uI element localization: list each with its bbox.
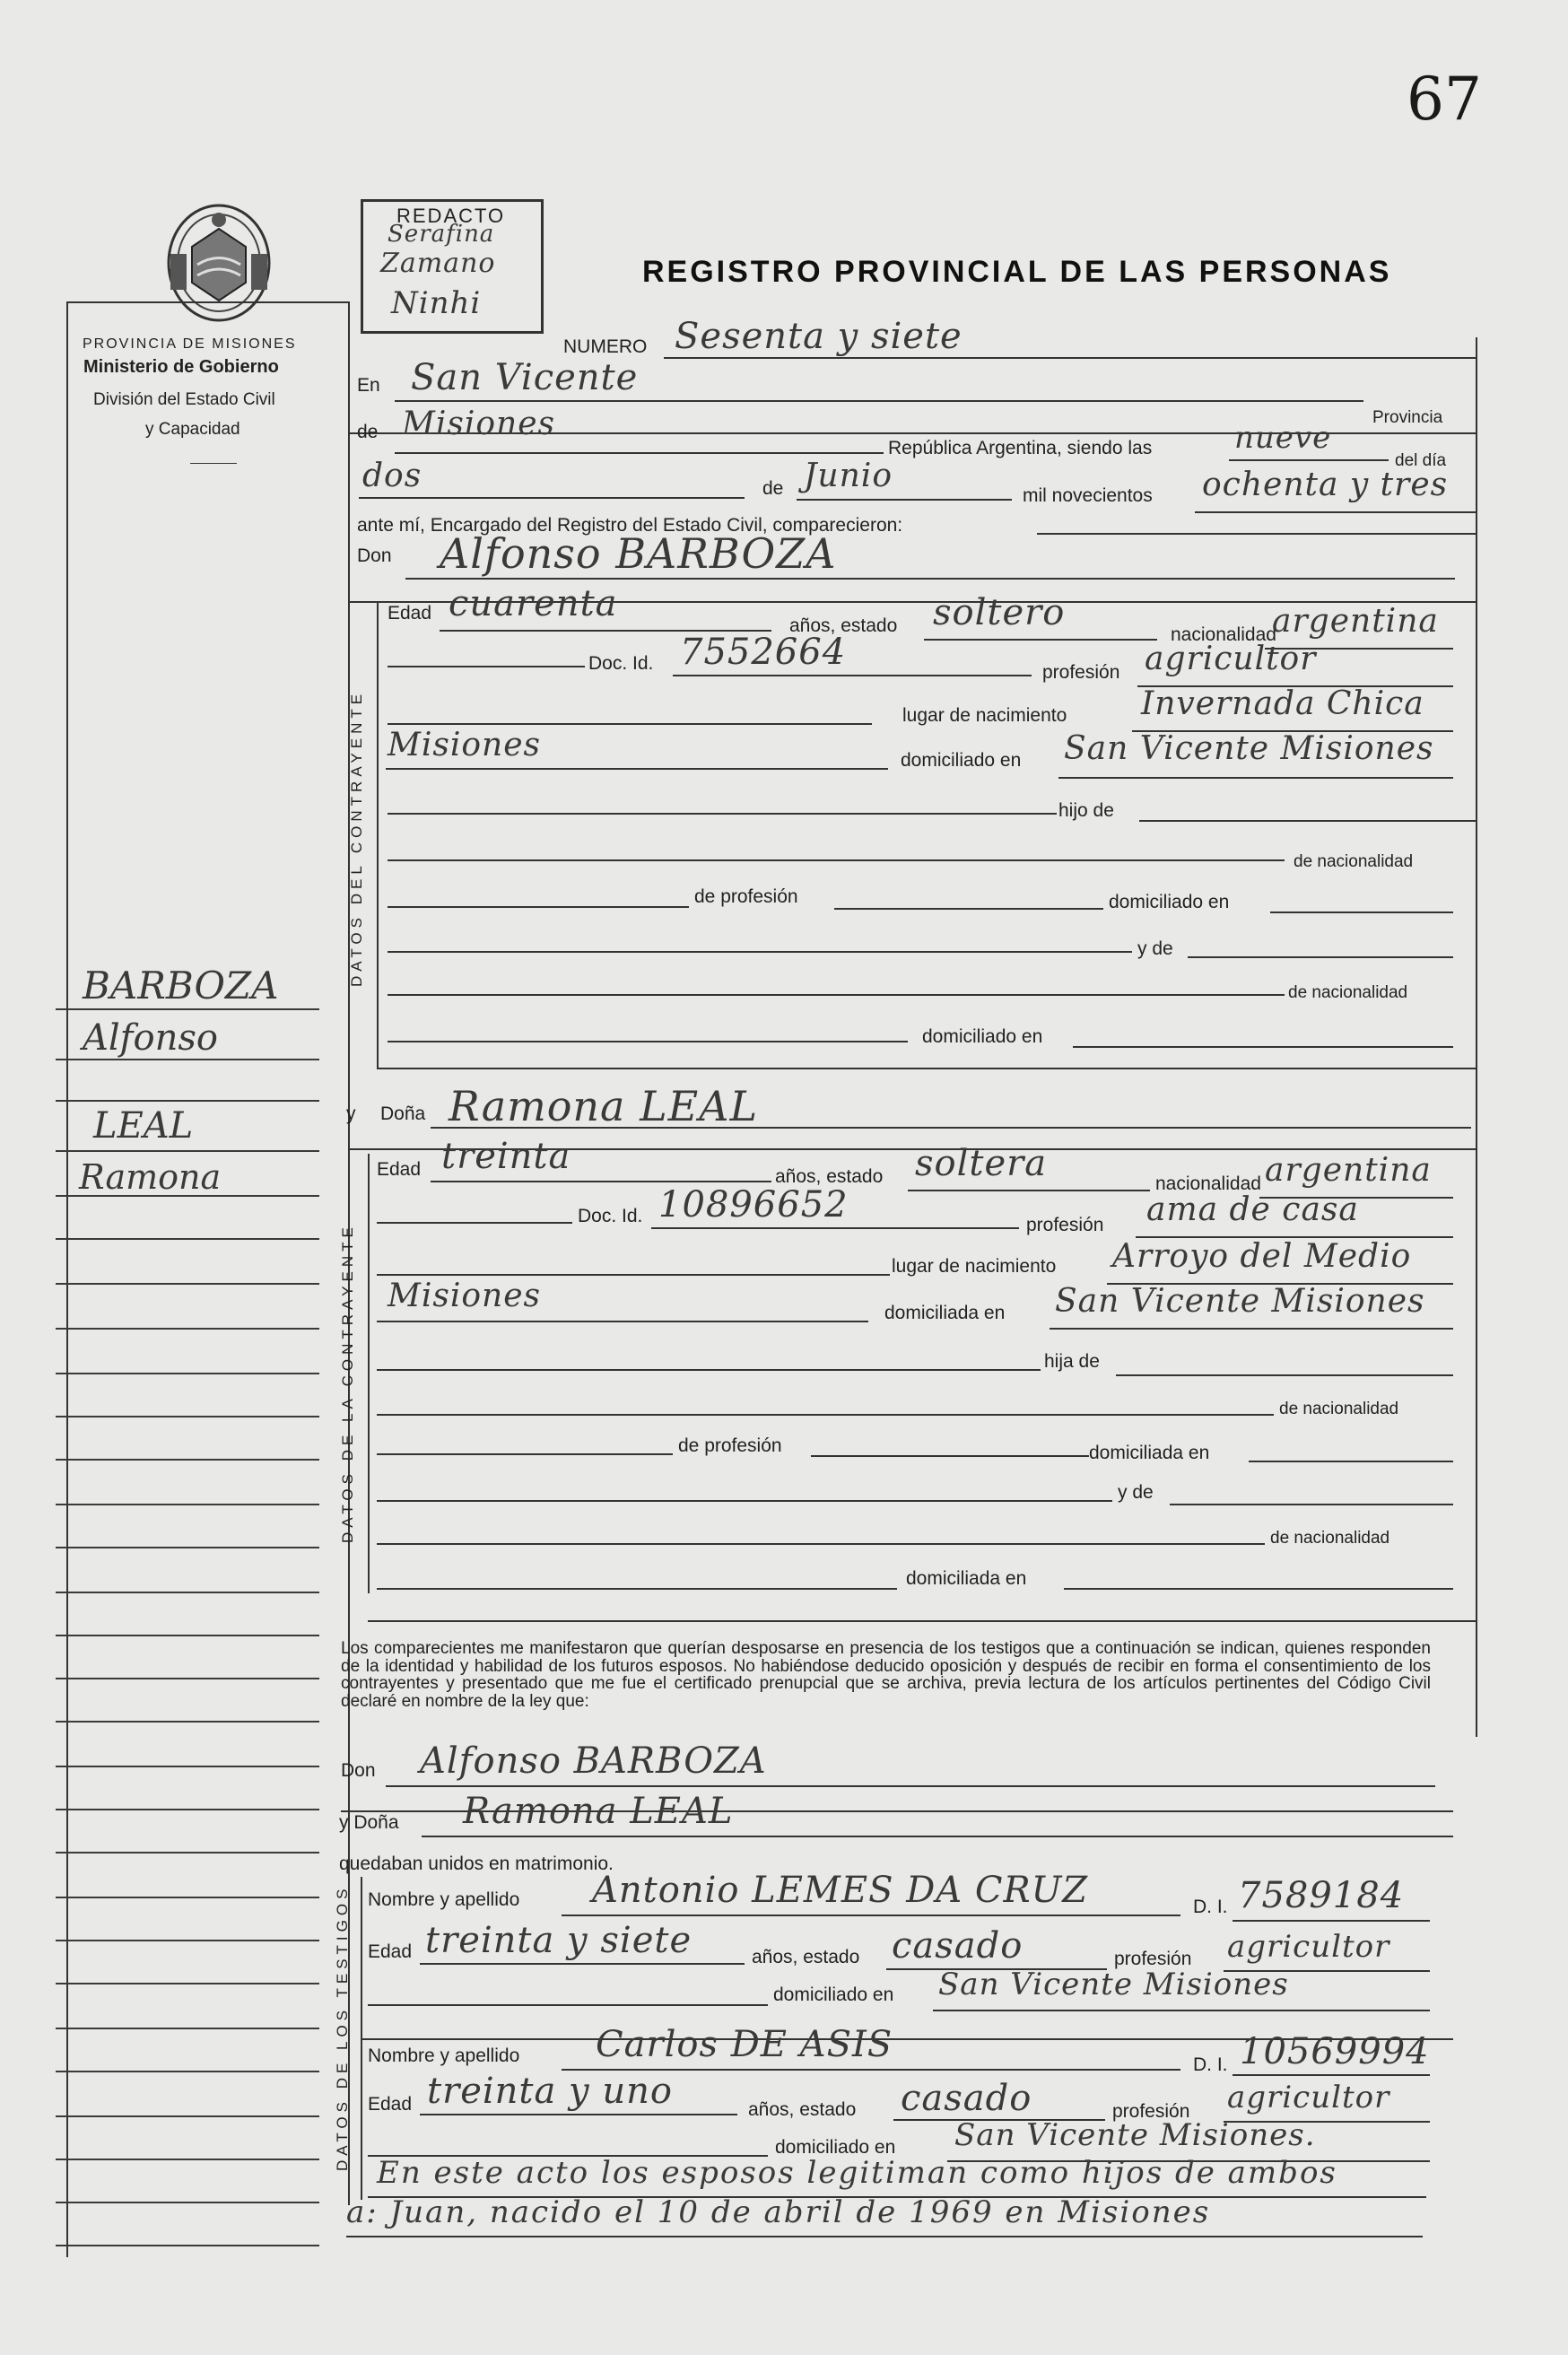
groom-estado-line — [924, 639, 1157, 641]
groom-name: Alfonso BARBOZA — [440, 529, 837, 578]
w1-dom-value: San Vicente Misiones — [938, 1967, 1289, 2002]
bride-lugar-value: Arroyo del Medio — [1112, 1238, 1412, 1275]
groom-father-dom-line — [1270, 911, 1453, 913]
w1-nombre-label: Nombre y apellido — [368, 1889, 520, 1910]
ante-label: ante mí, Encargado del Registro del Estado Civil, comparecieron: — [357, 515, 903, 536]
groom-de-prof-line — [834, 908, 1103, 910]
org-province: PROVINCIA DE MISIONES — [83, 336, 297, 352]
margin-line — [56, 2245, 319, 2246]
margin-line — [56, 1008, 319, 1010]
bride-doc-line — [651, 1227, 1019, 1229]
stamp-name-1: Serafina — [388, 221, 495, 248]
w2-di-label: D. I. — [1193, 2054, 1228, 2075]
w1-edad-line — [420, 1963, 745, 1965]
numero-value: Sesenta y siete — [675, 316, 963, 357]
numero-label: NUMERO — [563, 336, 648, 357]
groom-nac-label: nacionalidad — [1171, 624, 1276, 645]
w1-di-label: D. I. — [1193, 1897, 1228, 1917]
margin-line — [56, 2159, 319, 2160]
bride-hija-pre-line — [377, 1369, 1041, 1371]
province-value: Misiones — [402, 406, 556, 442]
w2-di-line — [1233, 2074, 1430, 2076]
decl-groom-line — [386, 1785, 1435, 1787]
stamp-initials: Ninhi — [391, 285, 482, 321]
groom-mother-dom-label: domiciliado en — [922, 1026, 1043, 1047]
bride-mother-dom-label: domiciliada en — [906, 1568, 1027, 1589]
margin-groom-surname: BARBOZA — [83, 964, 279, 1007]
w1-edad-value: treinta y siete — [425, 1920, 693, 1961]
year-value: ochenta y tres — [1202, 467, 1449, 503]
w1-dom-line — [933, 2010, 1430, 2011]
margin-line — [56, 1635, 319, 1636]
ante-line — [1037, 533, 1476, 535]
bride-prof2-pre-line — [377, 1453, 673, 1455]
groom-name-line — [405, 578, 1455, 580]
w2-nombre-value: Carlos DE ASIS — [596, 2024, 893, 2065]
groom-lugar2-line — [386, 768, 888, 770]
bride-end-line — [368, 1620, 1476, 1622]
decl-don-label: Don — [341, 1760, 376, 1781]
note-line-2: a: Juan, nacido el 10 de abril de 1969 en Misiones — [346, 2194, 1211, 2230]
bride-lugar-value-2: Misiones — [388, 1278, 542, 1314]
w2-dom-label: domiciliado en — [775, 2137, 896, 2158]
bride-edad-line — [431, 1181, 771, 1182]
margin-line — [56, 2071, 319, 2072]
w1-edad-label: Edad — [368, 1941, 413, 1962]
groom-hijo-line — [1139, 820, 1476, 822]
w1-dom-label: domiciliado en — [773, 1984, 894, 2005]
groom-edad-value: cuarenta — [449, 583, 618, 624]
margin-groom-name: Alfonso — [83, 1017, 218, 1059]
bride-edad-label: Edad — [377, 1159, 422, 1180]
groom-doc-line — [673, 675, 1032, 676]
bride-de-prof-line — [811, 1455, 1089, 1457]
month-line — [797, 499, 1012, 501]
groom-lugar-value: Invernada Chica — [1141, 685, 1424, 722]
witness-side-label: DATOS DE LOS TESTIGOS — [334, 1884, 351, 2171]
margin-line — [56, 1373, 319, 1374]
bride-bracket — [368, 1154, 370, 1593]
margin-line — [56, 1592, 319, 1593]
w1-dom-pre-line — [368, 2004, 768, 2006]
margin-line — [56, 1809, 319, 1810]
bride-father-line — [377, 1414, 1274, 1416]
bride-prof-value: ama de casa — [1146, 1191, 1359, 1228]
note-line-1: En este acto los esposos legitiman como hijos de ambos — [377, 2155, 1337, 2191]
margin-line — [56, 1195, 319, 1197]
bride-doc-label: Doc. Id. — [578, 1206, 643, 1226]
bride-doc-pre-line — [377, 1222, 572, 1224]
groom-dom-label: domiciliado en — [901, 750, 1022, 771]
groom-lugar-label: lugar de nacimiento — [902, 705, 1067, 726]
groom-estado-value: soltero — [933, 592, 1066, 633]
bride-hija-label: hija de — [1044, 1351, 1100, 1372]
w2-di-value: 10569994 — [1240, 2031, 1430, 2072]
place-line — [395, 400, 1363, 402]
bride-mother-line — [377, 1543, 1265, 1545]
w2-dom-value: San Vicente Misiones. — [954, 2117, 1316, 2153]
year-line — [1195, 511, 1476, 513]
bride-yde-line — [1170, 1504, 1453, 1505]
groom-mother-dom-pre-line — [388, 1041, 908, 1042]
margin-line — [56, 1940, 319, 1941]
bride-yde-label: y de — [1118, 1482, 1154, 1503]
groom-father-dom-label: domiciliado en — [1109, 892, 1230, 912]
day-value: dos — [362, 458, 422, 494]
bride-dom-value: San Vicente Misiones — [1055, 1283, 1425, 1320]
quedaban-label: quedaban unidos en matrimonio. — [339, 1853, 614, 1874]
org-ministry: Ministerio de Gobierno — [83, 357, 279, 377]
groom-anos-label: años, estado — [789, 615, 898, 636]
margin-line — [56, 2202, 319, 2203]
del-dia-label: del día — [1395, 451, 1447, 470]
w1-prof-value: agricultor — [1227, 1929, 1390, 1965]
margin-line — [56, 1721, 319, 1723]
margin-line — [56, 1459, 319, 1461]
margin-line — [56, 1150, 319, 1152]
provincial-seal-icon — [152, 193, 285, 327]
groom-side-label: DATOS DEL CONTRAYENTE — [348, 689, 365, 987]
margin-line — [56, 1547, 319, 1548]
bride-lugar-label: lugar de nacimiento — [892, 1256, 1057, 1277]
groom-father-nac-label: de nacionalidad — [1294, 852, 1414, 871]
bride-yde-pre-line — [377, 1500, 1112, 1502]
bride-nac-value: argentina — [1265, 1152, 1432, 1189]
margin-line — [56, 1678, 319, 1679]
page-title: REGISTRO PROVINCIAL DE LAS PERSONAS — [642, 255, 1392, 289]
margin-line — [56, 1238, 319, 1240]
groom-bracket — [377, 603, 379, 1069]
day-line — [359, 497, 745, 499]
bride-estado-value: soltera — [915, 1143, 1048, 1184]
frame-top-line — [66, 301, 350, 303]
bride-father-nac-label: de nacionalidad — [1279, 1400, 1399, 1418]
w2-edad-label: Edad — [368, 2094, 413, 2115]
groom-hijo-label: hijo de — [1058, 800, 1114, 821]
bride-mother-dom-line — [1064, 1588, 1453, 1590]
org-division: División del Estado Civil — [93, 390, 275, 409]
groom-mother-nac-label: de nacionalidad — [1288, 983, 1408, 1002]
bride-mother-dom-pre-line — [377, 1588, 897, 1590]
groom-lugar-value-2: Misiones — [388, 727, 542, 763]
margin-bride-name: Ramona — [79, 1157, 222, 1197]
groom-edad-label: Edad — [388, 603, 432, 624]
folio-number: 67 — [1407, 65, 1482, 134]
provincia-label: Provincia — [1372, 408, 1443, 427]
groom-prof-label: profesión — [1042, 662, 1120, 683]
groom-prof-value: agricultor — [1145, 641, 1317, 677]
w1-nombre-value: Antonio LEMES DA CRUZ — [592, 1870, 1089, 1911]
bride-edad-value: treinta — [441, 1136, 571, 1177]
mil-label: mil novecientos — [1023, 485, 1153, 506]
w2-prof-label: profesión — [1112, 2101, 1190, 2122]
bride-dom-line — [1050, 1328, 1453, 1330]
groom-doc-pre-line — [388, 666, 585, 667]
groom-prof2-pre-line — [388, 906, 689, 908]
bride-side-label: DATOS DE LA CONTRAYENTE — [339, 1223, 356, 1543]
decl-groom-name: Alfonso BARBOZA — [420, 1740, 767, 1782]
de-label: de — [357, 422, 379, 442]
bride-nac-label: nacionalidad — [1155, 1173, 1261, 1194]
bride-hija-line — [1116, 1374, 1453, 1376]
margin-line — [56, 2028, 319, 2029]
groom-end-line — [377, 1068, 1476, 1069]
bride-y-label: y — [346, 1103, 356, 1124]
w1-anos-label: años, estado — [752, 1947, 860, 1967]
bride-father-dom-line — [1249, 1461, 1453, 1462]
w2-edad-value: treinta y uno — [427, 2071, 673, 2112]
margin-line — [56, 1416, 319, 1417]
bride-name-line — [431, 1127, 1471, 1129]
groom-yde-label: y de — [1137, 938, 1173, 959]
decl-bride-line — [422, 1836, 1453, 1837]
margin-left-line — [66, 301, 68, 2257]
w1-di-value: 7589184 — [1238, 1875, 1405, 1916]
groom-doc-label: Doc. Id. — [588, 653, 654, 674]
w1-prof-label: profesión — [1114, 1949, 1192, 1969]
groom-nac-value: argentina — [1272, 603, 1439, 640]
bride-anos-label: años, estado — [775, 1166, 884, 1187]
bride-estado-line — [908, 1190, 1150, 1191]
republica-label: República Argentina, siendo las — [888, 438, 1153, 458]
groom-mother-line — [388, 994, 1285, 996]
groom-yde-line — [1188, 956, 1453, 958]
groom-yde-pre-line — [388, 951, 1132, 953]
groom-mother-dom-line — [1073, 1046, 1453, 1048]
divider — [190, 463, 237, 464]
decl-bride-name: Ramona LEAL — [463, 1791, 734, 1832]
groom-father-line — [388, 859, 1285, 861]
hour-value: nueve — [1234, 420, 1332, 456]
note-line-2-rule — [346, 2236, 1423, 2237]
margin-line — [56, 1852, 319, 1853]
don-label: Don — [357, 545, 392, 566]
bride-mother-nac-label: de nacionalidad — [1270, 1529, 1390, 1548]
bride-de-prof-label: de profesión — [678, 1435, 782, 1456]
margin-line — [56, 1897, 319, 1898]
month-value: Junio — [804, 458, 893, 494]
margin-bride-surname: LEAL — [93, 1105, 194, 1147]
place-value: San Vicente — [411, 357, 639, 398]
bride-name: Ramona LEAL — [449, 1082, 758, 1130]
bride-doc-value: 10896652 — [658, 1184, 849, 1225]
margin-line — [56, 1100, 319, 1102]
bride-father-dom-label: domiciliada en — [1089, 1443, 1210, 1463]
margin-line — [56, 1328, 319, 1330]
w1-nombre-line — [562, 1915, 1180, 1916]
bride-lugar-pre-line — [377, 1274, 890, 1276]
de-mes-label: de — [762, 478, 784, 499]
groom-doc-value: 7552664 — [680, 632, 847, 673]
margin-line — [56, 1059, 319, 1060]
groom-de-prof-label: de profesión — [694, 886, 798, 907]
margin-line — [56, 1504, 319, 1505]
bride-dona-label: Doña — [380, 1103, 426, 1124]
decl-y-dona-label: y Doña — [339, 1812, 399, 1833]
w1-di-line — [1233, 1920, 1430, 1922]
hour-line — [1229, 459, 1389, 461]
w2-nombre-label: Nombre y apellido — [368, 2045, 520, 2066]
declaration-paragraph: Los comparecientes me manifestaron que querían desposarse en presencia de los testigos que a continuación se indican, quienes responden de la identidad y habilidad de los futuros esposos. No habiéndose deducido oposición y después de recibir en forma el consentimiento de los contrayentes y presentado que me fue el certificado prenupcial que se archiva, previa lectura de los artículos pertinentes del Código Civil declaré en nombre de la ley que: — [341, 1639, 1431, 1711]
groom-dom-line — [1058, 777, 1453, 779]
margin-line — [56, 1766, 319, 1767]
stamp-name-2: Zamano — [380, 248, 496, 279]
numero-line — [664, 357, 1476, 359]
groom-dom-value: San Vicente Misiones — [1064, 730, 1434, 767]
w2-anos-label: años, estado — [748, 2099, 857, 2120]
w2-edad-line — [420, 2114, 737, 2115]
province-line — [395, 452, 884, 454]
w2-prof-value: agricultor — [1227, 2080, 1390, 2115]
stamp-label: REDACTO — [396, 205, 506, 227]
w2-estado-value: casado — [901, 2078, 1032, 2119]
en-label: En — [357, 375, 380, 396]
margin-line — [56, 1283, 319, 1285]
bride-prof-label: profesión — [1026, 1215, 1104, 1235]
w1-estado-value: casado — [892, 1925, 1024, 1967]
frame-right-line — [1476, 337, 1477, 1737]
groom-lugar-pre-line — [388, 723, 872, 725]
org-capacity: y Capacidad — [145, 420, 240, 439]
bride-dom-label: domiciliada en — [884, 1303, 1006, 1323]
margin-line — [56, 2115, 319, 2117]
groom-hijo-pre-line — [388, 813, 1057, 815]
margin-line — [56, 1983, 319, 1984]
bride-lugar2-line — [377, 1321, 868, 1322]
